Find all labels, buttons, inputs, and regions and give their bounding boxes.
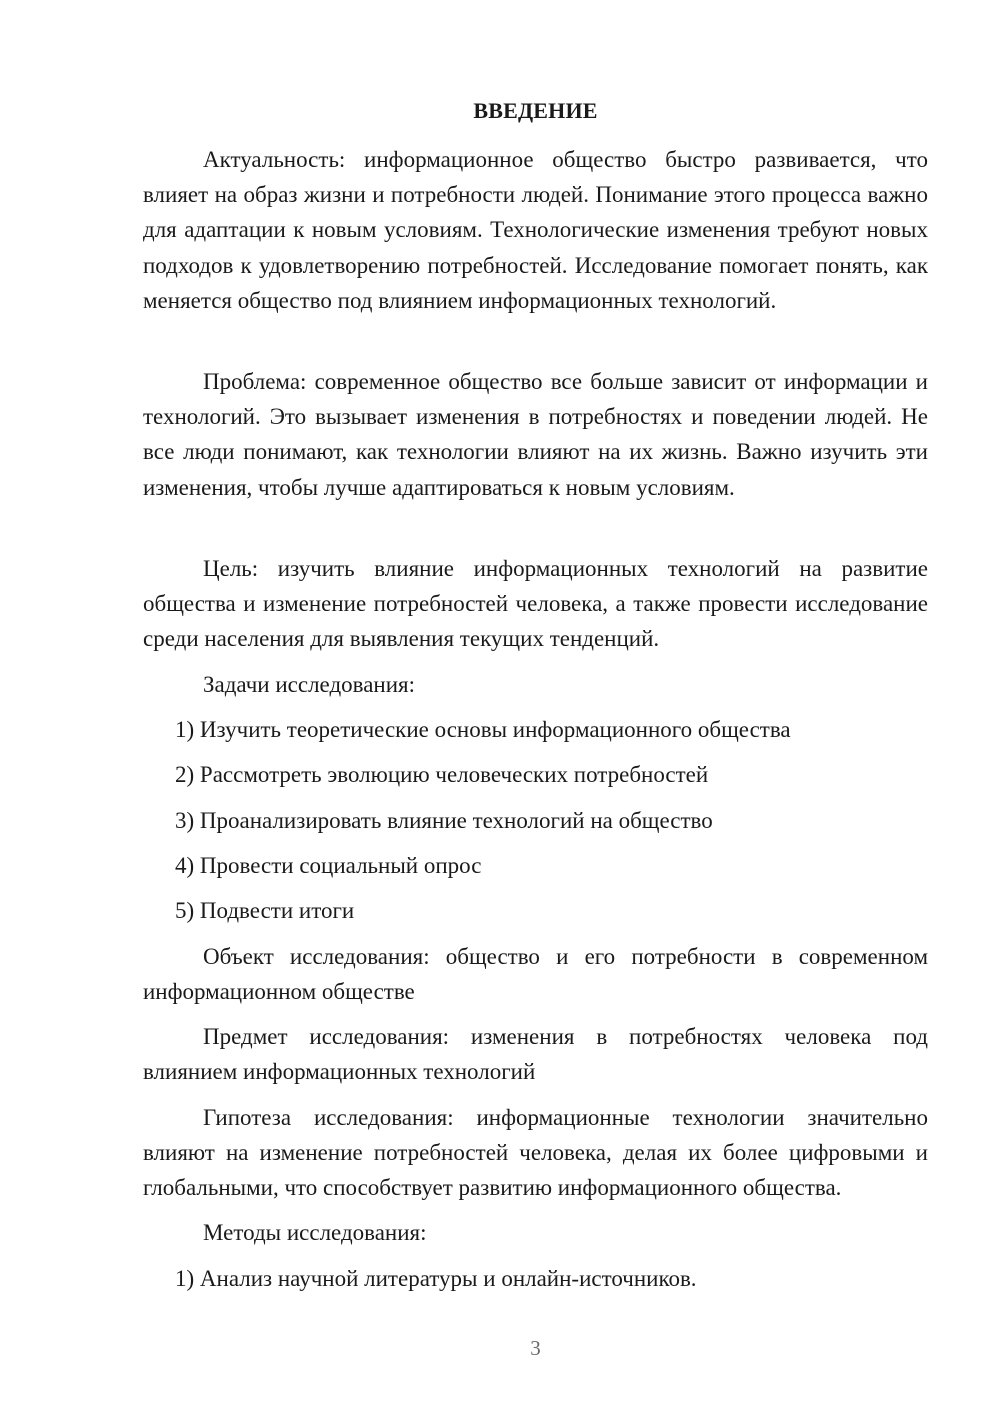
object-paragraph: Объект исследования: общество и его потребности в современном информационном обществе: [143, 944, 928, 1005]
task-item-2: 2) Рассмотреть эволюцию человеческих потребностей: [175, 762, 709, 787]
task-item-3: 3) Проанализировать влияние технологий на общество: [175, 808, 713, 833]
methods-heading: Методы исследования:: [203, 1220, 427, 1245]
goal-paragraph: Цель: изучить влияние информационных технологий на развитие общества и изменение потребностей человека, а также провести исследование среди населения для выявления текущих тенденций.: [143, 556, 928, 652]
relevance-paragraph: Актуальность: информационное общество быстро развивается, что влияет на образ жизни и потребности людей. Понимание этого процесса важно для адаптации к новым условиям. Технологические изменения требуют новых подходов к удовлетворению потребностей. Исследование помогает понять, как меняется общество под влиянием информационных технологий.: [143, 147, 928, 313]
hypothesis-paragraph: Гипотеза исследования: информационные технологии значительно влияют на изменение потребностей человека, делая их более цифровыми и глобальными, что способствует развитию информационного общества.: [143, 1105, 928, 1201]
page-number: 3: [530, 1336, 541, 1360]
page-title: ВВЕДЕНИЕ: [473, 98, 598, 123]
method-item-1: 1) Анализ научной литературы и онлайн-источников.: [175, 1266, 697, 1291]
problem-paragraph: Проблема: современное общество все больше зависит от информации и технологий. Это вызывает изменения в потребностях и поведении людей. Не все люди понимают, как технологии влияют на их жизнь. Важно изучить эти изменения, чтобы лучше адаптироваться к новым условиям.: [143, 369, 928, 500]
tasks-heading: Задачи исследования:: [203, 672, 416, 697]
subject-paragraph: Предмет исследования: изменения в потребностях человека под влиянием информационных технологий: [143, 1024, 928, 1085]
task-item-4: 4) Провести социальный опрос: [175, 853, 482, 878]
task-item-1: 1) Изучить теоретические основы информационного общества: [175, 717, 791, 742]
task-item-5: 5) Подвести итоги: [175, 898, 355, 923]
